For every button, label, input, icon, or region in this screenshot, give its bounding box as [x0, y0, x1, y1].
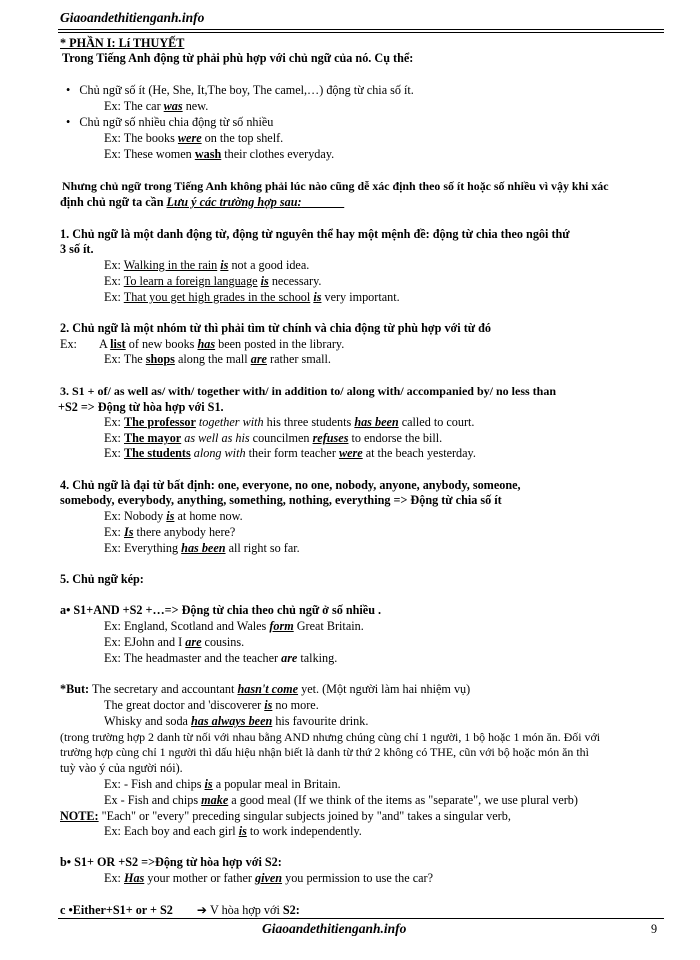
rule3-example-1: Ex: The professor together with his three students has been called to court.: [104, 415, 475, 429]
arrow-right-icon: ➔: [196, 903, 208, 917]
rule3-example-2: Ex: The mayor as well as his councilmen refuses to endorse the bill.: [104, 431, 443, 445]
rule1-example-2: Ex: To learn a foreign language is necessary.: [104, 274, 322, 288]
rule2-example-2: Ex: The shops along the mall are rather small.: [104, 352, 331, 366]
rule4-example-3: Ex: Everything has been all right so far.: [104, 541, 300, 555]
footer-site: Giaoandethitienganh.info: [262, 921, 407, 936]
fish-example-1: Ex: - Fish and chips is a popular meal in Britain.: [104, 777, 341, 791]
bullet-2-example-1: Ex: The books were on the top shelf.: [104, 131, 284, 145]
rule1-line1: 1. Chủ ngữ là một danh động từ, động từ nguyên thể hay một mệnh đề: động từ chia theo ngôi thứ: [60, 227, 570, 241]
rule3-line2: +S2 => Động từ hòa hợp với S1.: [58, 400, 224, 414]
note-line-1: Nhưng chủ ngữ trong Tiếng Anh không phải lúc nào cũng dễ xác định theo số ít hoặc số nhiều vì vậy khi xác: [62, 179, 609, 193]
rule5-title: 5. Chủ ngữ kép:: [60, 572, 144, 586]
rule5-b-example: Ex: Has your mother or father given you permission to use the car?: [104, 871, 434, 885]
rule4-example-2: Ex: Is there anybody here?: [104, 525, 236, 539]
rule3-example-3: Ex: The students along with their form teacher were at the beach yesterday.: [104, 446, 476, 460]
paren-line-2: trường hợp cùng chỉ 1 người thì dấu hiệu nhận biết là danh từ thứ 2 không có THE, cũn với bộ hoặc món ăn thì: [60, 745, 589, 759]
rule5-a-example-2: Ex: EJohn and I are cousins.: [104, 635, 245, 649]
bullet-2-example-2: Ex: These women wash their clothes everyday.: [104, 147, 335, 161]
paren-line-1: (trong trường hợp 2 danh từ nối với nhau bằng AND nhưng chúng cùng chỉ 1 người, 1 bộ hoặc 1 món ăn. Đối với: [60, 730, 601, 744]
rule2-example-1: Ex: A list of new books has been posted in the library.: [60, 337, 345, 351]
rule4-line1: 4. Chủ ngữ là đại từ bất định: one, everyone, no one, nobody, anyone, anybody, someone,: [60, 478, 521, 492]
rule5-c-line: c •Either+S1+ or + S2 ➔ V hòa hợp với S2:: [60, 903, 300, 917]
rule4-line2: somebody, everybody, anything, something, nothing, everything => Động từ chia số ít: [60, 493, 502, 507]
fish-example-2: Ex - Fish and chips make a good meal (If we think of the items as "separate", we use plural verb): [104, 793, 578, 807]
intro-line: Trong Tiếng Anh động từ phải phù hợp với chủ ngữ của nó. Cụ thể:: [62, 51, 414, 65]
rule2-line1: 2. Chủ ngữ là một nhóm từ thì phải tìm từ chính và chia động từ phù hợp với từ đó: [60, 321, 492, 335]
bullet-2: • Chủ ngữ số nhiều chia động từ số nhiều: [66, 115, 274, 129]
bullet-1-example: Ex: The car was new.: [104, 99, 209, 113]
rule5-a-line: a• S1+AND +S2 +…=> Động từ chia theo chủ ngữ ở số nhiều .: [60, 603, 382, 617]
paren-line-3: tuỳ vào ý của người nói).: [60, 761, 183, 775]
bullet-1: • Chủ ngữ số ít (He, She, It,The boy, The camel,…) động từ chia số ít.: [66, 83, 414, 97]
rule1-line2: 3 số ít.: [60, 242, 94, 256]
rule5-a-example-1: Ex: England, Scotland and Wales form Great Britain.: [104, 619, 364, 633]
rule3-line1: 3. S1 + of/ as well as/ with/ together with/ in addition to/ along with/ accompanied by/ no less than: [60, 384, 557, 398]
page-number: 9: [651, 922, 658, 936]
rule1-example-3: Ex: That you get high grades in the school is very important.: [104, 290, 400, 304]
section-title: * PHẦN I: Lí THUYẾT: [60, 36, 185, 50]
note-example: Ex: Each boy and each girl is to work independently.: [104, 824, 362, 838]
header-rule: [58, 29, 664, 30]
rule4-example-1: Ex: Nobody is at home now.: [104, 509, 243, 523]
rule5-b-line: b• S1+ OR +S2 =>Động từ hòa hợp với S2:: [60, 855, 282, 869]
footer-rule: [58, 918, 664, 919]
header-site: Giaoandethitienganh.info: [60, 10, 205, 25]
rule1-example-1: Ex: Walking in the rain is not a good idea.: [104, 258, 310, 272]
rule5-a-example-3: Ex: The headmaster and the teacher are talking.: [104, 651, 338, 665]
but-line-1: *But: The secretary and accountant hasn't come yet. (Một người làm hai nhiệm vụ): [60, 682, 471, 696]
but-line-3: Whisky and soda has always been his favourite drink.: [104, 714, 369, 728]
header-rule-thin: [58, 32, 664, 33]
note-line-2: định chủ ngữ ta cần Lưu ý các trường hợp sau:: [60, 195, 302, 209]
but-line-2: The great doctor and 'discoverer is no more.: [104, 698, 319, 712]
note-each-every: NOTE: "Each" or "every" preceding singular subjects joined by "and" takes a singular verb,: [60, 809, 511, 823]
